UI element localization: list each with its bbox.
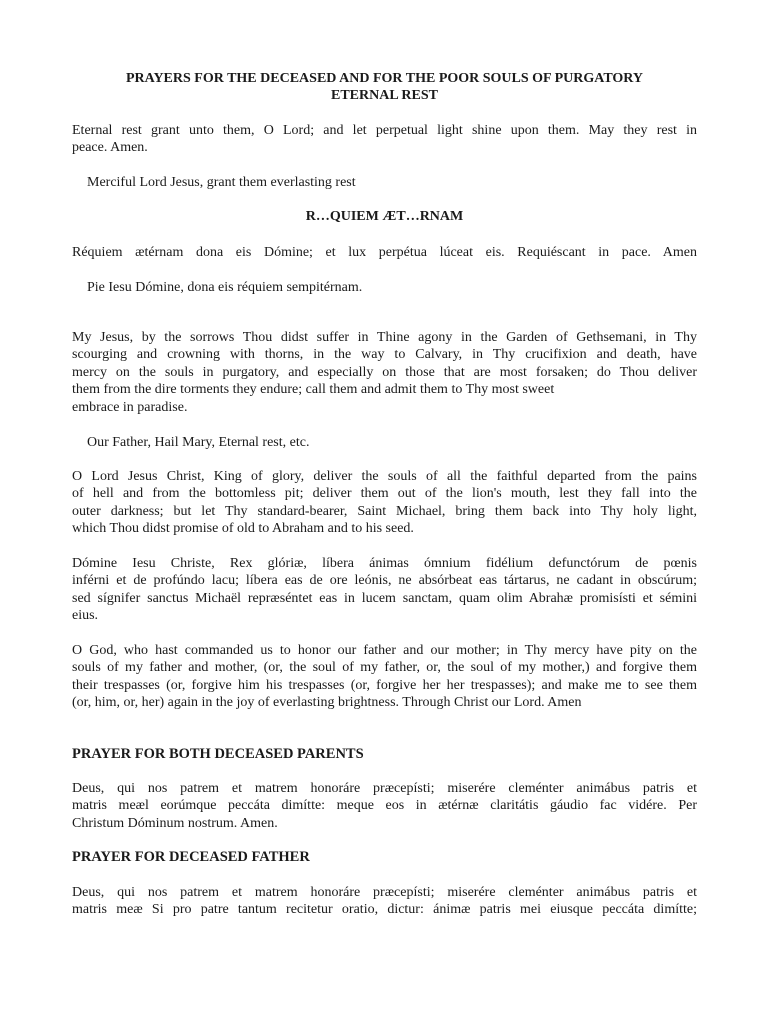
o-lord-paragraph xyxy=(72,468,697,538)
text-line: Deus, qui nos patrem et matrem honoráre præcepísti; miserére cleménter animábus patris et xyxy=(72,781,697,796)
text-line: scourging and crowning with thorns, in the way to Calvary, in Thy crucifixion and death, have xyxy=(72,347,697,363)
father-heading-heading xyxy=(72,849,697,866)
domine-iesu-paragraph xyxy=(72,555,697,625)
parents-heading-heading xyxy=(72,746,697,763)
text-line: Christum Dóminum nostrum. Amen. xyxy=(72,815,278,831)
text-line: Merciful Lord Jesus, grant them everlasting rest xyxy=(87,175,356,190)
text-line: Pie Iesu Dómine, dona eis réquiem sempitérnam. xyxy=(87,280,363,295)
text-line: matris meæl eorúmque peccáta dimítte: meque eos in ætérnæ claritátis gáudio fac vidére. Per xyxy=(72,798,697,814)
text-line: O Lord Jesus Christ, King of glory, deliver the souls of all the faithful departed from the pains xyxy=(72,469,697,484)
text-line: Dómine Iesu Christe, Rex glóriæ, líbera ánimas ómnium fidélium defunctórum de pœnis xyxy=(72,556,697,571)
text-line: Réquiem ætérnam dona eis Dómine; et lux perpétua lúceat eis. Requiéscant in pace. Amen xyxy=(72,245,697,260)
father-latin-paragraph xyxy=(72,884,697,919)
my-jesus-paragraph xyxy=(72,329,697,416)
text-line: R…QUIEM ÆT…RNAM xyxy=(305,209,464,224)
text-line: mercy on the souls in purgatory, and especially on those that are most forsaken; do Thou deliver xyxy=(72,364,697,380)
text-line: (or, him, or, her) again in the joy of everlasting brightness. Through Christ our Lord. Amen xyxy=(72,695,582,711)
parents-latin-paragraph xyxy=(72,780,697,832)
text-line: peace. Amen. xyxy=(72,140,148,156)
text-line: PRAYER FOR BOTH DECEASED PARENTS xyxy=(72,746,364,762)
text-line: sed sígnifer sanctus Michaël repræséntet eas in lucem sanctam, quam olim Abrahæ promisísti et sémini xyxy=(72,590,697,606)
text-line: O God, who hast commanded us to honor our father and our mother; in Thy mercy have pity on the xyxy=(72,643,697,658)
text-line: them from the dire torments they endure; call them and admit them to Thy most sweet xyxy=(72,382,555,398)
text-line: Deus, qui nos patrem et matrem honoráre præcepísti; miserére cleménter animábus patris et xyxy=(72,885,697,900)
requiem-heading-heading xyxy=(72,208,697,225)
text-line: of hell and from the bottomless pit; deliver them out of the lion's mouth, lest they fall into the xyxy=(72,486,697,502)
our-father-paragraph xyxy=(72,434,712,451)
text-line: PRAYER FOR DECEASED FATHER xyxy=(72,849,310,865)
o-god-paragraph xyxy=(72,642,697,712)
text-line: their trespasses (or, forgive him his trespasses (or, forgive her her trespasses); and make me to see them xyxy=(72,677,697,693)
merciful-paragraph xyxy=(72,174,712,191)
text-line: Our Father, Hail Mary, Eternal rest, etc. xyxy=(87,435,310,450)
text-line: souls of my father and mother, (or, the soul of my father, or, the soul of my mother,) and forgive them xyxy=(72,660,697,676)
text-line: inférni et de profúndo lacu; líbera eas de ore leónis, ne absórbeat eas tártarus, ne cadant in obscúrum; xyxy=(72,573,697,589)
text-line: eius. xyxy=(72,608,99,624)
text-line: PRAYERS FOR THE DECEASED AND FOR THE POOR SOULS OF PURGATORY xyxy=(125,71,644,86)
text-line: which Thou didst promise of old to Abraham and to his seed. xyxy=(72,521,414,537)
text-line: outer darkness; but let Thy standard-bearer, Saint Michael, bring them back into Thy holy light, xyxy=(72,503,697,519)
text-line: ETERNAL REST xyxy=(331,88,438,104)
eternal-rest-paragraph xyxy=(72,122,697,157)
text-line: matris meæ Si pro patre tantum recitetur oratio, dictur: ánimæ patris mei eiusque peccáta dimítte; xyxy=(72,902,697,918)
pie-iesu-paragraph xyxy=(72,279,712,296)
text-line: Eternal rest grant unto them, O Lord; and let perpetual light shine upon them. May they rest in xyxy=(72,123,697,138)
title-lines-heading xyxy=(72,70,697,105)
text-line: embrace in paradise. xyxy=(72,399,188,415)
requiem-latin-paragraph xyxy=(72,244,697,261)
text-line: My Jesus, by the sorrows Thou didst suffer in Thine agony in the Garden of Gethsemani, in Thy xyxy=(72,330,697,345)
